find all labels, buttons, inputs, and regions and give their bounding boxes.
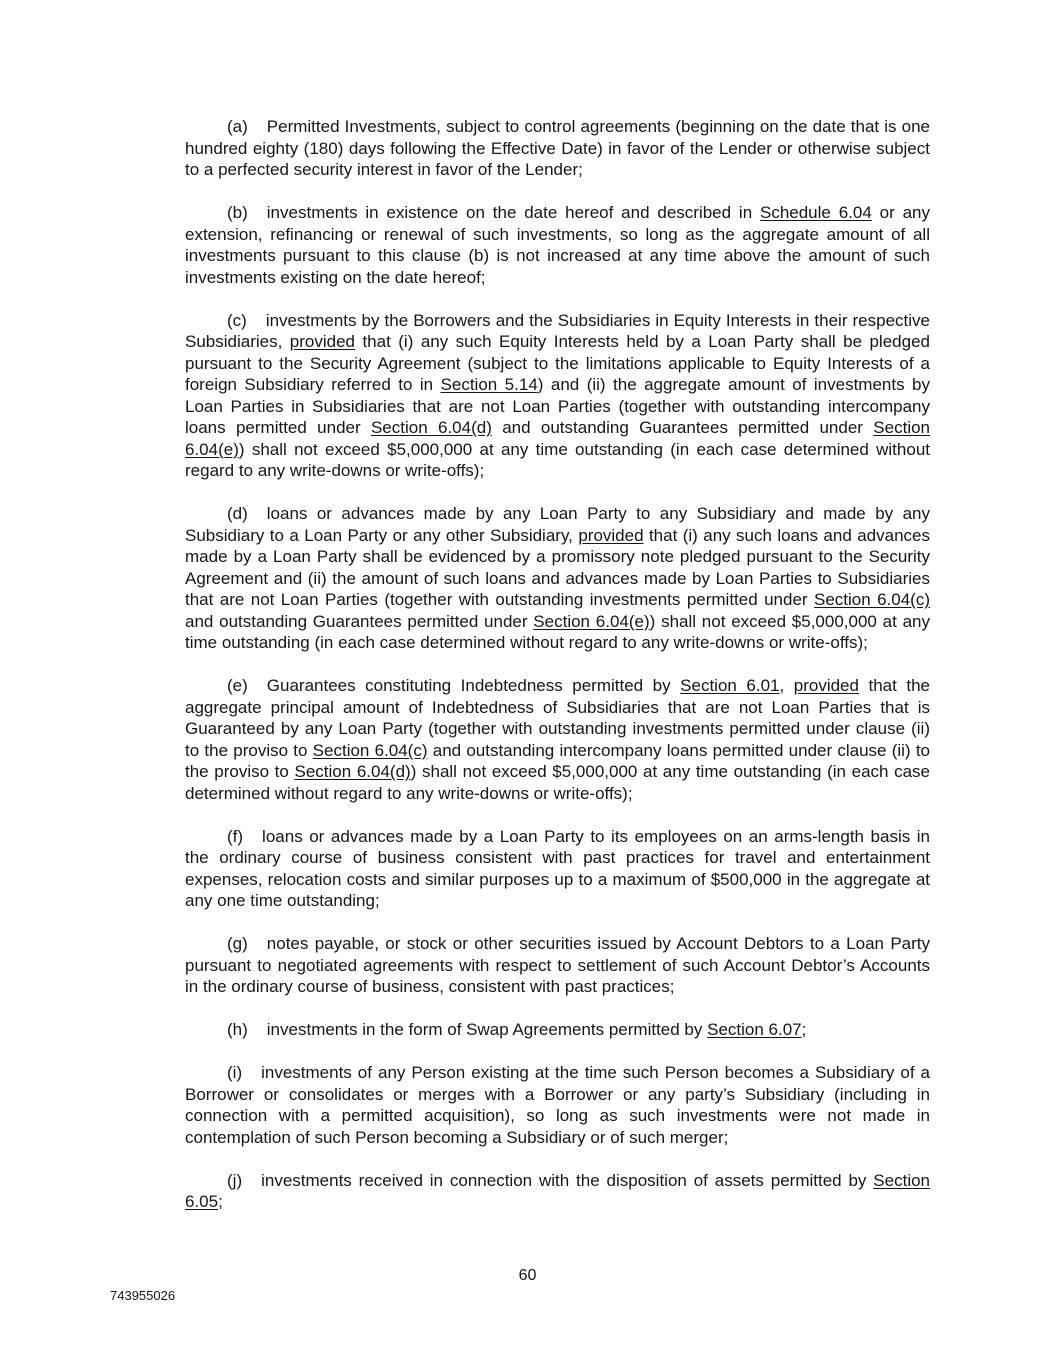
clause-text (185, 676, 930, 803)
clause-text (185, 827, 930, 911)
text-run: Guarantees constituting Indebtedness permitted by (266, 676, 681, 695)
text-run: investments in the form of Swap Agreements permitted by (266, 1020, 708, 1039)
clause-text (185, 934, 930, 996)
text-run: ) shall not exceed $5,000,000 at any time outstanding (in each case determined without regard to any write-downs or write-offs); (185, 611, 930, 652)
section-reference: Section 6.04(c) (312, 740, 428, 760)
text-run: that (i) any such Equity Interests held by a Loan Party shall be pledged pursuant to the Security Agreement (subject to the limitations applicable to Equity Interests of a foreign Subsidiary referred to in (185, 332, 930, 394)
clause-text (185, 1063, 930, 1147)
clause-label: (b) (227, 203, 248, 222)
clause-paragraph (185, 675, 930, 804)
clause-paragraph (185, 310, 930, 482)
section-reference: Section 6.04(c) (813, 590, 931, 609)
text-run: or any extension, refinancing or renewal of such investments, so long as the aggregate amount of all investments pursuant to this clause (b) is not increased at any time above the amount of such investments existing on the date hereof; (185, 203, 930, 287)
section-reference: Section 6.04(e) (533, 611, 650, 631)
section-reference: Section 6.04(e) (185, 418, 930, 459)
clause-label: (j) (227, 1170, 243, 1190)
section-reference: Section 6.04(d) (294, 762, 411, 781)
text-run: loans or advances made by any Loan Party to any Subsidiary and made by any Subsidiary to a Loan Party or any other Subsidiary, (185, 504, 930, 545)
section-reference: Schedule 6.04 (759, 203, 872, 222)
clause-text (185, 504, 930, 652)
clause-paragraph (185, 202, 930, 288)
text-run: that (i) any such loans and advances made by a Loan Party shall be evidenced by a promissory note pledged pursuant to the Security Agreement and (ii) the amount of such loans and advances made by Loan Parties to Subsidiaries that are not Loan Parties (together with outstanding investments permitted under (185, 525, 930, 609)
section-reference: provided (793, 676, 859, 695)
clause-label: (e) (227, 676, 248, 695)
clause-label: (a) (227, 117, 248, 136)
clause-label: (i) (227, 1063, 243, 1082)
section-reference: Section 5.14 (440, 375, 538, 394)
text-run: ) and (ii) the aggregate amount of investments by Loan Parties in Subsidiaries that are not Loan Parties (together with outstanding intercompany loans permitted under (185, 375, 930, 437)
text-run: and outstanding intercompany loans permitted under clause (ii) to the proviso to (185, 740, 930, 781)
text-run: notes payable, or stock or other securities issued by Account Debtors to a Loan Party pursuant to negotiated agreements with respect to settlement of such Account Debtor’s Accounts in the ordinary course of business, consistent with past practices; (185, 934, 930, 996)
clause-text (185, 1171, 930, 1212)
clause-paragraph (185, 826, 930, 912)
clause-label: (g) (227, 934, 248, 953)
clause-paragraph (185, 933, 930, 998)
section-reference: provided (578, 525, 644, 545)
text-run: ) shall not exceed $5,000,000 at any time outstanding (in each case determined without regard to any write-downs or write-offs); (185, 762, 931, 803)
text-run: investments by the Borrowers and the Subsidiaries in Equity Interests in their respective Subsidiaries, (185, 310, 930, 351)
clause-text (185, 311, 930, 481)
text-run: ) shall not exceed $5,000,000 at any time outstanding (in each case determined without regard to any write-downs or write-offs); (185, 439, 930, 480)
clause-paragraph (185, 1019, 930, 1041)
text-run: and outstanding Guarantees permitted under (185, 611, 534, 631)
text-run: and outstanding Guarantees permitted under (491, 418, 874, 437)
text-run: loans or advances made by a Loan Party to its employees on an arms-length basis in the ordinary course of business consistent with past practices for travel and entertainment expenses, relocation costs and similar purposes up to a maximum of $500,000 in the aggregate at any one time outstanding; (185, 826, 930, 910)
text-run: , (779, 676, 794, 695)
clause-paragraph (185, 116, 930, 181)
text-run: investments in existence on the date hereof and described in (266, 203, 760, 222)
section-reference: Section 6.01 (680, 676, 780, 695)
document-body (185, 116, 930, 1213)
clause-text (267, 1020, 807, 1039)
clause-label: (d) (227, 504, 248, 523)
clause-paragraph (185, 1062, 930, 1148)
clause-paragraph (185, 503, 930, 654)
text-run: investments of any Person existing at the time such Person becomes a Subsidiary of a Borrower or consolidates or merges with a Borrower or any party’s Subsidiary (including in connection with a permitted acquisition), so long as such investments were not made in contemplation of such Person becoming a Subsidiary or of such merger; (185, 1063, 930, 1147)
text-run: that the aggregate principal amount of Indebtedness of Subsidiaries that are not Loan Parties that is Guaranteed by any Loan Party (together with outstanding investments permitted under clause (ii) to the proviso to (185, 676, 931, 760)
section-reference: provided (289, 332, 355, 351)
text-run: Permitted Investments, subject to control agreements (beginning on the date that is one hundred eighty (180) days following the Effective Date) in favor of the Lender or otherwise subject to a perfected security interest in favor of the Lender; (185, 117, 930, 179)
section-reference: Section 6.04(d) (370, 418, 492, 437)
clause-text (185, 117, 930, 179)
clause-label: (f) (227, 826, 244, 846)
page-number: 60 (518, 1267, 537, 1284)
section-reference: Section 6.05 (185, 1170, 930, 1211)
text-run: ; (801, 1020, 807, 1039)
clause-label: (c) (227, 310, 247, 330)
text-run: ; (218, 1192, 223, 1211)
clause-label: (h) (227, 1020, 248, 1039)
footer-document-id: 743955026 (110, 1288, 176, 1303)
section-reference: Section 6.07 (707, 1020, 802, 1039)
clause-paragraph (185, 1170, 930, 1213)
text-run: investments received in connection with the disposition of assets permitted by (261, 1170, 874, 1190)
clause-text (185, 203, 930, 287)
